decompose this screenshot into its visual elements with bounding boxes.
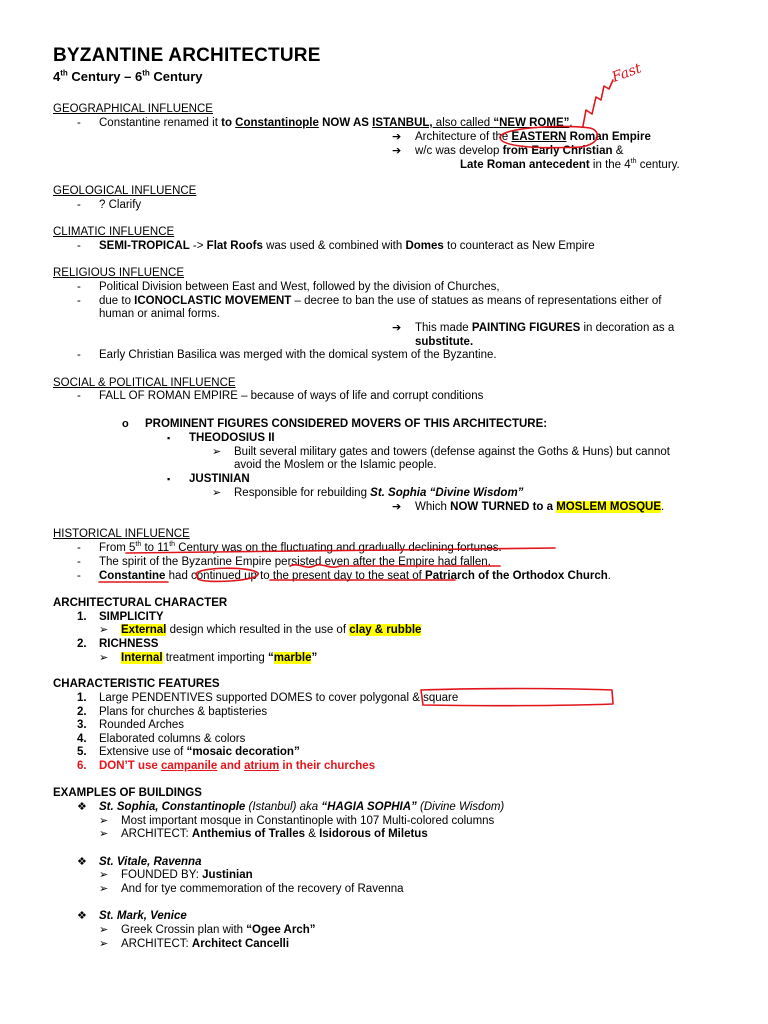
geo-line-4: Late Roman antecedent in the 4th century. [460,158,680,171]
soc-just-line-2: Which NOW TURNED to a MOSLEM MOSQUE. [415,501,665,513]
geo-line-3: w/c was develop from Early Christian & [415,145,624,157]
dash-bullet: - [77,570,81,582]
diamond-bullet: ❖ [77,801,87,813]
feature-item-5: Extensive use of “mosaic decoration” [99,746,300,758]
arrow-bullet: ➔ [392,501,402,513]
soc-movers: PROMINENT FIGURES CONSIDERED MOVERS OF THIS ARCHITECTURE: [145,418,548,430]
feature-item-4: Elaborated columns & colors [99,733,246,745]
section-heading-climatic: CLIMATIC INFLUENCE [53,226,175,238]
soc-just-line-1: Responsible for rebuilding St. Sophia “Divine Wisdom” [234,487,524,499]
arrow-bullet: ➔ [392,322,402,334]
section-heading-historical: HISTORICAL INFLUENCE [53,528,190,540]
dash-bullet: - [77,556,81,568]
list-number: 5. [77,746,87,758]
example-1-line-1: Most important mosque in Constantinople with 107 Multi-colored columns [121,815,495,827]
example-3-line-2: ARCHITECT: Architect Cancelli [121,938,290,950]
hist-line-2: The spirit of the Byzantine Empire persisted even after the Empire had fallen, [99,556,491,568]
example-2: St. Vitale, Ravenna [99,856,202,868]
list-number: 3. [77,719,87,731]
section-heading-geographical: GEOGRAPHICAL INFLUENCE [53,103,213,115]
rel-line-4: Early Christian Basilica was merged with the domical system of the Byzantine. [99,349,497,361]
dash-bullet: - [77,240,81,252]
soc-theo-line-1-cont: avoid the Moslem or the Islamic people. [234,459,437,471]
arch-richness: RICHNESS [99,638,159,650]
annotation-zigzag [583,80,613,126]
example-1: St. Sophia, Constantinople (Istanbul) aka “HAGIA SOPHIA” (Divine Wisdom) [99,801,505,813]
triangle-bullet: ➢ [99,883,109,895]
geo-line-1: Constantine renamed it to Constantinople NOW AS ISTANBUL, also called “NEW ROME”. [99,117,573,129]
dash-bullet: - [77,295,81,307]
rel-line-2: due to ICONOCLASTIC MOVEMENT – decree to ban the use of statues as means of representations either of [99,295,662,307]
triangle-bullet: ➢ [99,869,109,881]
geo-line-2: Architecture of the EASTERN Roman Empire [415,131,651,143]
hist-line-1: From 5th to 11th Century was on the fluctuating and gradually declining fortunes. [99,541,502,554]
square-bullet: ▪ [167,433,171,443]
square-bullet: ▪ [167,474,171,484]
rel-line-3: This made PAINTING FIGURES in decoration as a [415,322,675,334]
list-number: 1. [77,611,87,623]
diamond-bullet: ❖ [77,910,87,922]
example-2-line-1: FOUNDED BY: Justinian [121,869,253,881]
soc-theo-line-1: Built several military gates and towers (defense against the Goths & Huns) but cannot [234,446,670,458]
dash-bullet: - [77,542,81,554]
rel-line-3-cont: substitute. [415,336,474,348]
example-3: St. Mark, Venice [99,910,187,922]
arch-simplicity-line: External design which resulted in the use of clay & rubble [121,624,422,636]
geol-line-1: ? Clarify [99,199,142,211]
circle-bullet: o [122,418,129,430]
arch-richness-line: Internal treatment importing “marble” [121,652,318,664]
triangle-bullet: ➢ [99,938,109,950]
dash-bullet: - [77,117,81,129]
list-number: 4. [77,733,87,745]
feature-item-6: DON’T use campanile and atrium in their churches [99,760,376,772]
soc-theodosius: THEODOSIUS II [189,432,275,444]
clim-line-1: SEMI-TROPICAL -> Flat Roofs was used & combined with Domes to counteract as New Empire [99,240,595,252]
triangle-bullet: ➢ [212,487,222,499]
dash-bullet: - [77,281,81,293]
feature-item-2: Plans for churches & baptisteries [99,706,268,718]
arrow-bullet: ➔ [392,131,402,143]
soc-line-1: FALL OF ROMAN EMPIRE – because of ways of life and corrupt conditions [99,390,484,402]
triangle-bullet: ➢ [212,446,222,458]
feature-item-3: Rounded Arches [99,719,185,731]
soc-justinian: JUSTINIAN [189,473,250,485]
triangle-bullet: ➢ [99,815,109,827]
section-heading-examples: EXAMPLES OF BUILDINGS [53,787,202,799]
diamond-bullet: ❖ [77,856,87,868]
dash-bullet: - [77,390,81,402]
triangle-bullet: ➢ [99,624,109,636]
list-number: 1. [77,692,87,704]
list-number: 6. [77,760,87,772]
rel-line-1: Political Division between East and West, followed by the division of Churches, [99,281,500,293]
list-number: 2. [77,638,87,650]
document-subtitle: 4th Century – 6th Century [53,68,203,84]
example-2-line-2: And for tye commemoration of the recovery of Ravenna [121,883,404,895]
section-heading-social: SOCIAL & POLITICAL INFLUENCE [53,377,236,389]
section-heading-geological: GEOLOGICAL INFLUENCE [53,185,197,197]
arch-simplicity: SIMPLICITY [99,611,164,623]
example-3-line-1: Greek Crossin plan with “Ogee Arch” [121,924,316,936]
section-heading-religious: RELIGIOUS INFLUENCE [53,267,184,279]
feature-item-1: Large PENDENTIVES supported DOMES to cover polygonal & square [99,692,459,704]
rel-line-2-cont: human or animal forms. [99,308,220,320]
annotation-fast: Fast [609,60,644,86]
example-1-line-2: ARCHITECT: Anthemius of Tralles & Isidorous of Miletus [121,828,428,840]
section-heading-features: CHARACTERISTIC FEATURES [53,678,220,690]
triangle-bullet: ➢ [99,652,109,664]
arrow-bullet: ➔ [392,145,402,157]
document-title: BYZANTINE ARCHITECTURE [53,45,321,66]
section-heading-architectural: ARCHITECTURAL CHARACTER [53,597,228,609]
list-number: 2. [77,706,87,718]
triangle-bullet: ➢ [99,924,109,936]
hist-line-3: Constantine had continued up to the present day to the seat of Patriarch of the Orthodox Church. [99,570,611,582]
dash-bullet: - [77,199,81,211]
dash-bullet: - [77,349,81,361]
triangle-bullet: ➢ [99,828,109,840]
